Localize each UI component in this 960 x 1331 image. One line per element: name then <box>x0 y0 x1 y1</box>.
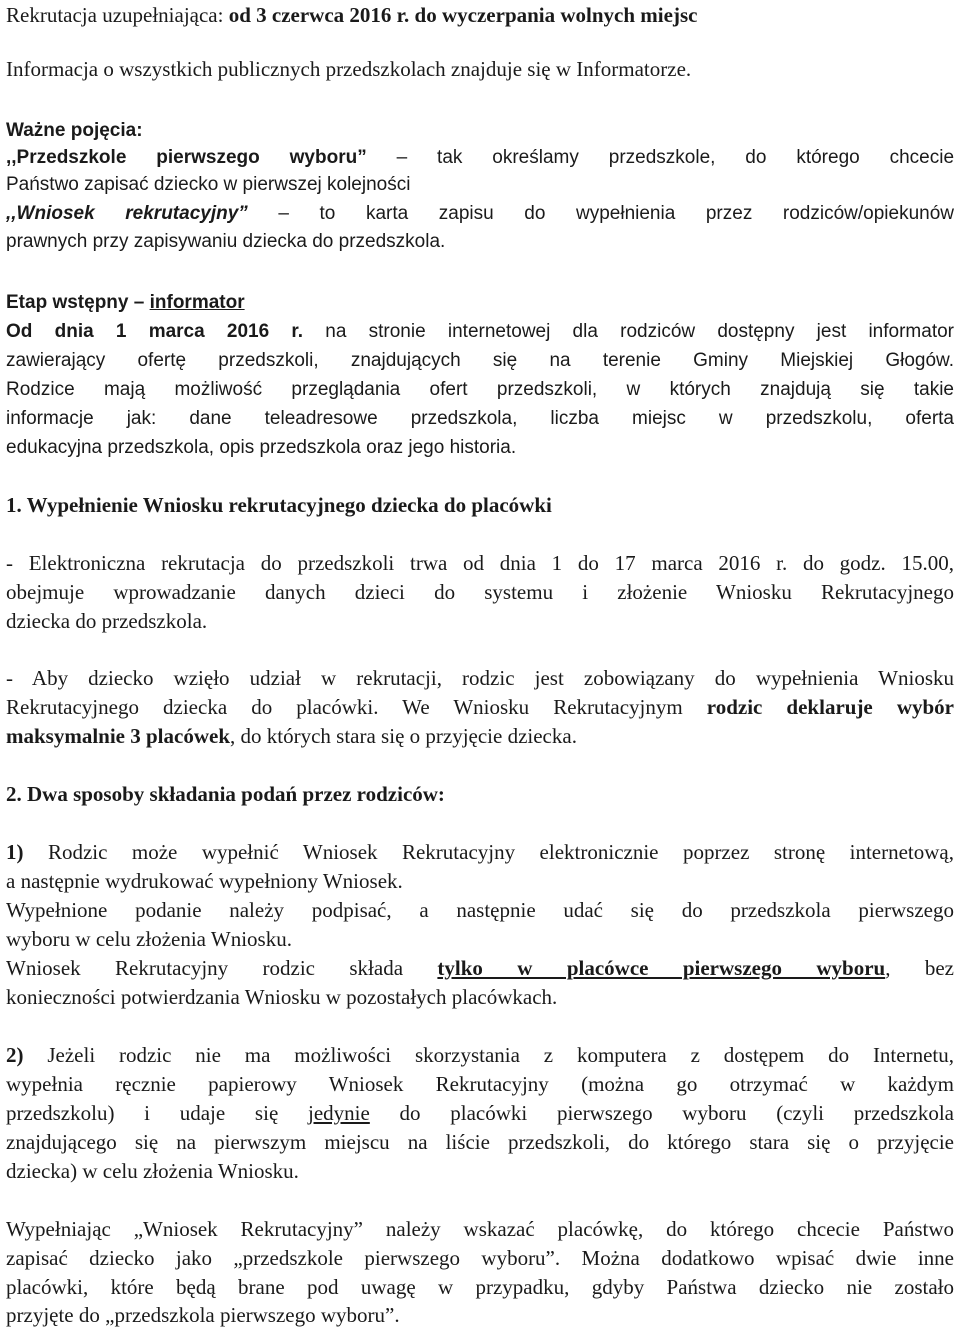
prelim-line-1 <box>6 317 954 346</box>
term1-name: ,,Przedszkole pierwszego wyboru” <box>6 147 367 168</box>
final-line-2: zapisać dziecko jako „przedszkole pierwszego wyboru”. Można dodatkowo wpisać dwie inne <box>6 1246 954 1270</box>
option1-line-5 <box>6 954 954 983</box>
section2-heading: 2. Dwa sposoby składania podań przez rodziców: <box>6 782 445 806</box>
prelim-date: Od dnia 1 marca 2016 r. <box>6 321 304 342</box>
section1-p1-line-3: dziecka do przedszkola. <box>6 609 208 633</box>
prelim-text-1: na stronie internetowej dla rodziców dostępny jest informator <box>303 321 954 342</box>
recruitment-line <box>6 1 954 30</box>
option2-line-2: wypełnia ręcznie papierowy Wniosek Rekrutacyjny (można go otrzymać w każdym <box>6 1072 954 1096</box>
option2-line-5: dziecka) w celu złożenia Wniosku. <box>6 1159 299 1183</box>
term2-definition: – to karta zapisu do wypełnienia przez rodziców/opiekunów <box>247 203 955 224</box>
option1-text-5c: , bez <box>885 956 954 980</box>
section1-p2-text-2: , do których stara się o przyjęcie dziecka. <box>230 724 577 748</box>
option1-line-6: konieczności potwierdzania Wniosku w pozostałych placówkach. <box>6 985 558 1009</box>
option1-number: 1) <box>6 840 24 864</box>
term2-line-2: prawnych przy zapisywaniu dziecka do przedszkola. <box>6 231 446 252</box>
section1-p2-bold: rodzic deklaruje wybór <box>706 695 954 719</box>
section1-p1-line-2: obejmuje wprowadzanie danych dzieci do systemu i złożenie Wniosku Rekrutacyjnego <box>6 580 954 604</box>
section1-heading: 1. Wypełnienie Wniosku rekrutacyjnego dziecka do placówki <box>6 493 552 517</box>
term1-definition: – tak określamy przedszkole, do którego chcecie <box>366 147 955 168</box>
option2-line-3 <box>6 1099 954 1128</box>
section1-p2-line-1: - Aby dziecko wzięło udział w rekrutacji, rodzic jest zobowiązany do wypełnienia Wniosku <box>6 666 954 690</box>
final-line-3: placówki, które będą brane pod uwagę w przypadku, gdyby Państwa dziecko nie zostało <box>6 1275 954 1299</box>
prelim-heading-dash: – <box>128 292 150 313</box>
option1-emphasis: tylko w placówce pierwszego wyboru <box>437 956 886 980</box>
prelim-heading-a: Etap wstępny <box>6 292 129 313</box>
recruitment-label: Rekrutacja uzupełniająca: <box>6 3 229 27</box>
option1-text-5a: Wniosek Rekrutacyjny rodzic składa <box>6 956 438 980</box>
option2-text-3a: przedszkolu) i udaje się <box>6 1101 308 1125</box>
final-line-4: przyjęte do „przedszkola pierwszego wyboru”. <box>6 1303 400 1327</box>
option2-emphasis: jedynie <box>308 1101 370 1125</box>
prelim-line-4: informacje jak: dane teleadresowe przedszkola, liczba miejsc w przedszkolu, oferta <box>6 408 954 429</box>
section1-p1-line-1: - Elektroniczna rekrutacja do przedszkoli trwa od dnia 1 do 17 marca 2016 r. do godz. 15.00, <box>6 551 954 575</box>
term2-name: ,,Wniosek rekrutacyjny” <box>6 203 248 224</box>
option2-line-1 <box>6 1041 954 1070</box>
prelim-line-2: zawierający ofertę przedszkoli, znajdujących się na terenie Gminy Miejskiej Głogów. <box>6 350 954 371</box>
section1-p2-text: Rekrutacyjnego dziecka do placówki. We Wniosku Rekrutacyjnym <box>6 695 707 719</box>
option1-line-2: a następnie wydrukować wypełniony Wniosek. <box>6 869 403 893</box>
prelim-heading <box>6 288 954 317</box>
option1-line-3: Wypełnione podanie należy podpisać, a następnie udać się do przedszkola pierwszego <box>6 898 954 922</box>
option2-text-1: Jeżeli rodzic nie ma możliwości skorzystania z komputera z dostępem do Internetu, <box>23 1043 954 1067</box>
info-line: Informacja o wszystkich publicznych przedszkolach znajduje się w Informatorze. <box>6 57 692 81</box>
option1-line-1 <box>6 838 954 867</box>
prelim-heading-underlined: informator <box>149 292 245 313</box>
term1-line-2: Państwo zapisać dziecko w pierwszej kolejności <box>6 174 411 195</box>
option2-line-4: znajdującego się na pierwszym miejscu na liście przedszkoli, do którego stara się o przyjęcie <box>6 1130 954 1154</box>
option1-line-4: wyboru w celu złożenia Wniosku. <box>6 927 292 951</box>
term2-line <box>6 199 954 228</box>
prelim-line-5: edukacyjna przedszkola, opis przedszkola oraz jego historia. <box>6 437 517 458</box>
option2-text-3c: do placówki pierwszego wyboru (czyli przedszkola <box>369 1101 955 1125</box>
option2-number: 2) <box>6 1043 24 1067</box>
section1-p2-bold-2: maksymalnie 3 placówek <box>6 724 231 748</box>
section1-p2-line-3 <box>6 722 954 751</box>
recruitment-dates: od 3 czerwca 2016 r. do wyczerpania wolnych miejsc <box>228 3 698 27</box>
prelim-line-3: Rodzice mają możliwość przeglądania ofert przedszkoli, w których znajdują się takie <box>6 379 954 400</box>
option1-text-1: Rodzic może wypełnić Wniosek Rekrutacyjny elektronicznie poprzez stronę internetową, <box>23 840 954 864</box>
final-line-1: Wypełniając „Wniosek Rekrutacyjny” należy wskazać placówkę, do którego chcecie Państwo <box>6 1217 954 1241</box>
terms-heading: Ważne pojęcia: <box>6 120 143 141</box>
section1-p2-line-2 <box>6 693 954 722</box>
term1-line <box>6 143 954 172</box>
